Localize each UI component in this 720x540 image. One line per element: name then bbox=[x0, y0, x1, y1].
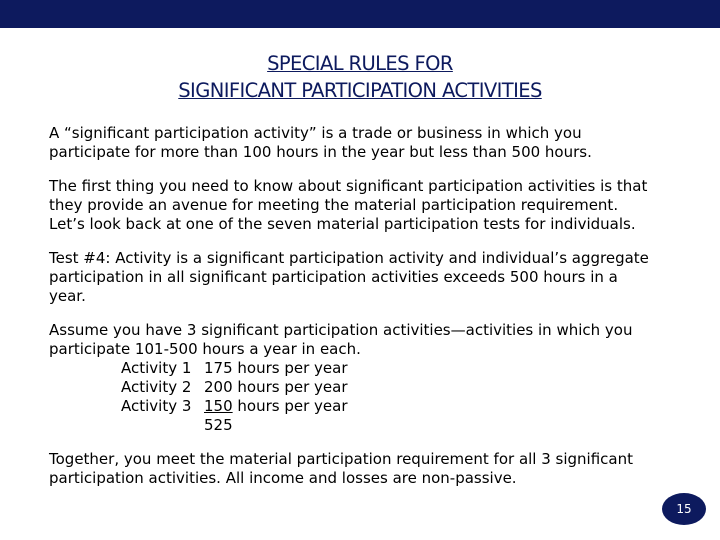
paragraph-definition bbox=[49, 124, 689, 162]
text-line: The first thing you need to know about significant participation activities is that bbox=[49, 177, 648, 195]
slide-body bbox=[49, 124, 689, 503]
activity-name: Activity 2 bbox=[121, 378, 192, 396]
activity-unit: hours per year bbox=[232, 397, 348, 415]
text-line: A “significant participation activity” is a trade or business in which you bbox=[49, 124, 582, 142]
header-bar bbox=[0, 0, 720, 28]
title-line-2: SIGNIFICANT PARTICIPATION ACTIVITIES bbox=[178, 79, 542, 102]
activity-hours: 200 bbox=[204, 378, 233, 396]
activity-row bbox=[49, 378, 689, 397]
paragraph-intro bbox=[49, 177, 689, 234]
text-line: year. bbox=[49, 287, 86, 305]
activity-total: 525 bbox=[204, 416, 233, 434]
text-line: participate for more than 100 hours in the year but less than 500 hours. bbox=[49, 143, 592, 161]
text-line: Let’s look back at one of the seven material participation tests for individuals. bbox=[49, 215, 636, 233]
text-line: Together, you meet the material participation requirement for all 3 significant bbox=[49, 450, 634, 468]
text-line: participate 101-500 hours a year in each. bbox=[49, 340, 361, 358]
paragraph-conclusion bbox=[49, 450, 689, 488]
activity-hours: 150 bbox=[204, 397, 233, 415]
activity-name: Activity 3 bbox=[121, 397, 192, 415]
text-line: participation in all significant participation activities exceeds 500 hours in a bbox=[49, 268, 618, 286]
activity-name: Activity 1 bbox=[121, 359, 192, 377]
page-number-badge: 15 bbox=[662, 493, 706, 525]
text-line: participation activities. All income and losses are non-passive. bbox=[49, 469, 517, 487]
text-line: they provide an avenue for meeting the material participation requirement. bbox=[49, 196, 619, 214]
text-line: Test #4: Activity is a significant participation activity and individual’s aggregate bbox=[49, 249, 649, 267]
title-line-1: SPECIAL RULES FOR bbox=[267, 52, 453, 75]
paragraph-example bbox=[49, 321, 689, 435]
activity-row bbox=[49, 397, 689, 416]
paragraph-test-4 bbox=[49, 249, 689, 306]
activity-unit: hours per year bbox=[232, 359, 348, 377]
slide-title bbox=[0, 50, 720, 104]
activity-unit: hours per year bbox=[232, 378, 348, 396]
text-line: Assume you have 3 significant participation activities—activities in which you bbox=[49, 321, 633, 339]
activity-hours: 175 bbox=[204, 359, 233, 377]
activity-row bbox=[49, 359, 689, 378]
